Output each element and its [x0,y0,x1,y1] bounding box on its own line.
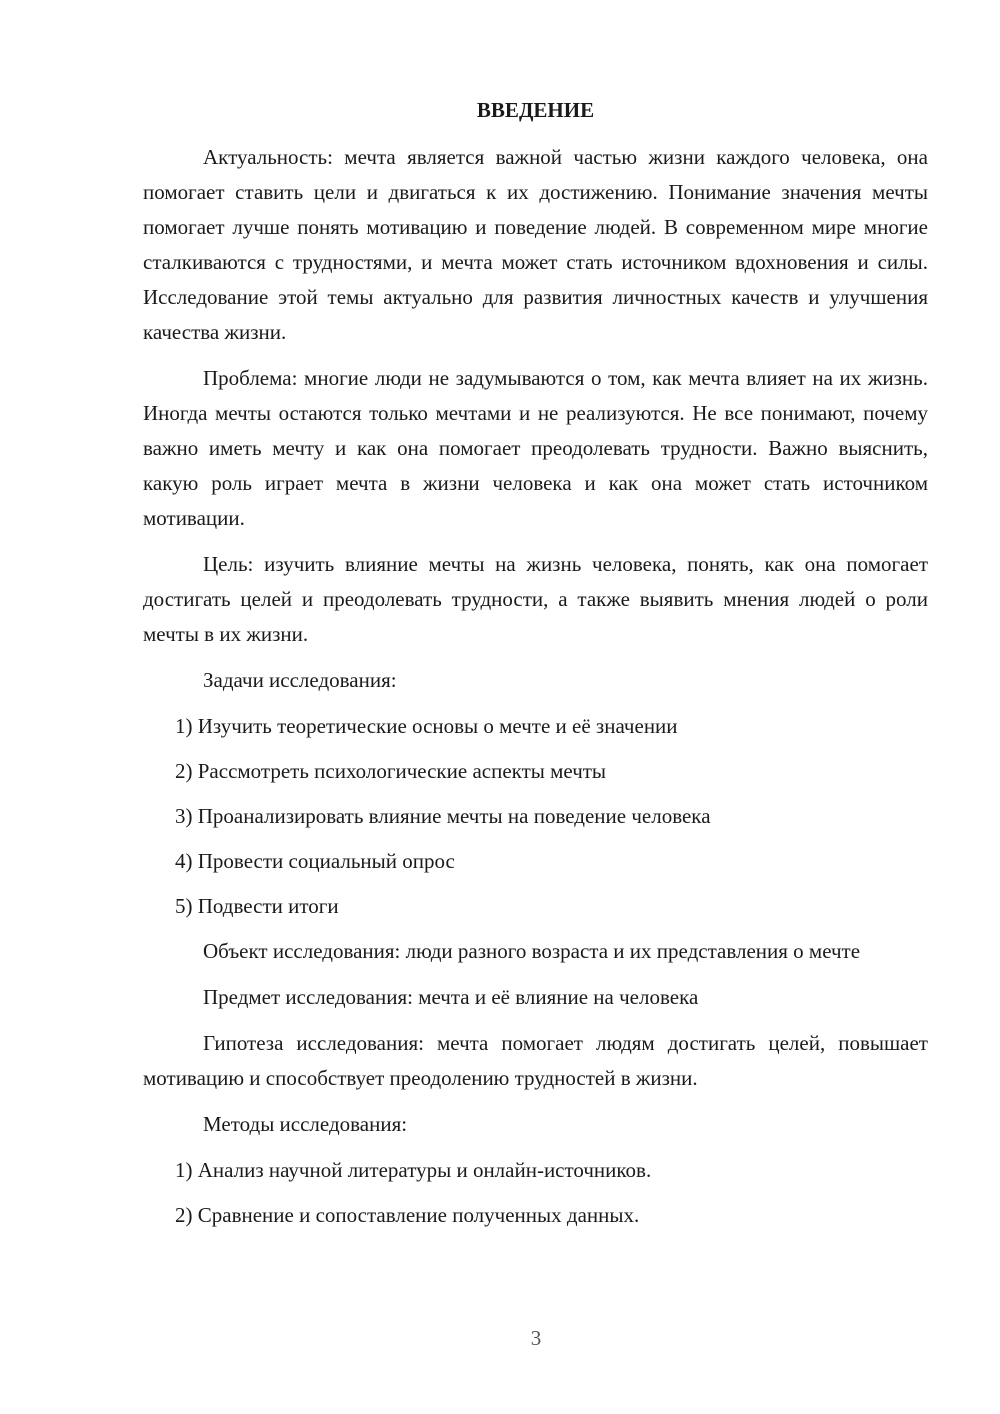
document-title: ВВЕДЕНИЕ [476,98,595,122]
methods-list [143,1153,928,1233]
tasks-heading: Задачи исследования: [203,668,397,692]
goal-paragraph: Цель: изучить влияние мечты на жизнь человека, понять, как она помогает достигать целей и преодолевать трудности, а также выявить мнения людей о роли мечты в их жизни. [143,552,928,646]
page-number: 3 [530,1326,542,1350]
object-paragraph: Объект исследования: люди разного возраста и их представления о мечте [203,939,861,963]
problem-paragraph: Проблема: многие люди не задумываются о том, как мечта влияет на их жизнь. Иногда мечты остаются только мечтами и не реализуются. Не все понимают, почему важно иметь мечту и как она помогает преодолевать трудности. Важно выяснить, какую роль играет мечта в жизни человека и как она может стать источником мотивации. [143,366,928,530]
list-item: 1) Изучить теоретические основы о мечте и её значении [175,714,678,738]
relevance-paragraph: Актуальность: мечта является важной частью жизни каждого человека, она помогает ставить цели и двигаться к их достижению. Понимание значения мечты помогает лучше понять мотивацию и поведение людей. В современном мире многие сталкиваются с трудностями, и мечта может стать источником вдохновения и силы. Исследование этой темы актуально для развития личностных качеств и улучшения качества жизни. [143,145,928,344]
methods-heading: Методы исследования: [203,1112,408,1136]
list-item: 4) Провести социальный опрос [175,849,455,873]
tasks-list [143,709,928,924]
list-item: 2) Сравнение и сопоставление полученных данных. [175,1203,640,1227]
document-page [143,93,928,1243]
list-item: 1) Анализ научной литературы и онлайн-источников. [175,1158,652,1182]
list-item: 5) Подвести итоги [175,894,339,918]
list-item: 3) Проанализировать влияние мечты на поведение человека [175,804,711,828]
subject-paragraph: Предмет исследования: мечта и её влияние на человека [203,985,699,1009]
list-item: 2) Рассмотреть психологические аспекты мечты [175,759,607,783]
hypothesis-paragraph: Гипотеза исследования: мечта помогает людям достигать целей, повышает мотивацию и способствует преодолению трудностей в жизни. [143,1031,928,1090]
